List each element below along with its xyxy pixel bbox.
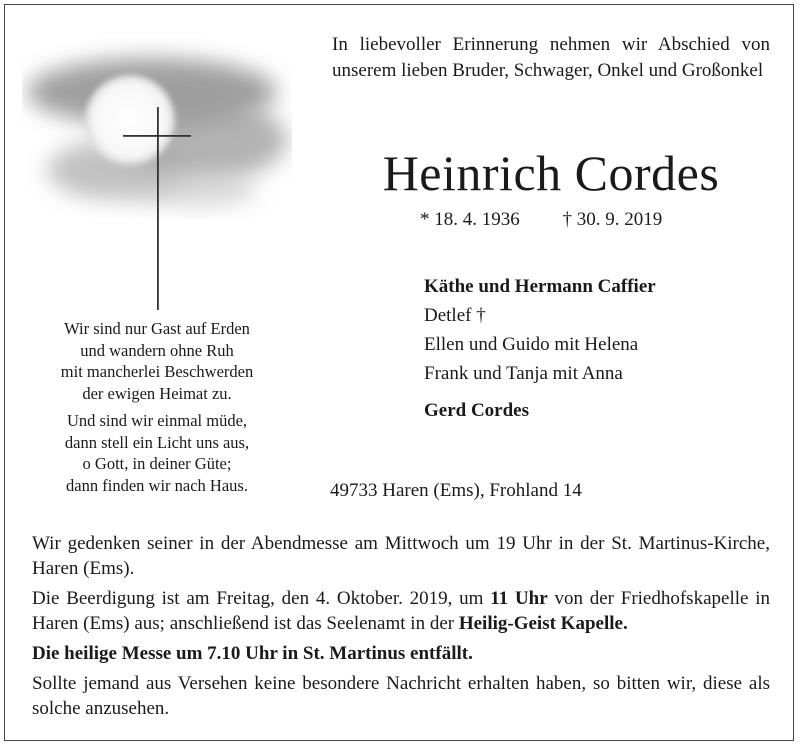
- poem-line: mit mancherlei Beschwerden: [60, 362, 254, 381]
- poem-line: und wandern ohne Ruh: [80, 340, 234, 360]
- intro-text: In liebevoller Erinnerung nehmen wir Abschied von unserem lieben Bruder, Schwager, Onkel und Großonkel: [332, 34, 770, 81]
- deceased-name: Heinrich Cordes: [382, 145, 720, 201]
- family-member: Gerd Cordes: [424, 400, 530, 421]
- address: 49733 Haren (Ems), Frohland 14: [330, 480, 582, 501]
- poem-line: Und sind wir einmal müde,: [66, 411, 248, 430]
- birth-date: * 18. 4. 1936: [420, 209, 520, 230]
- funeral-time: 11 Uhr: [490, 588, 548, 609]
- poem: [22, 318, 292, 496]
- poem-line: o Gott, in deiner Güte;: [82, 454, 232, 473]
- family-member: Ellen und Guido mit Helena: [424, 334, 639, 355]
- cross-moon-artwork: [22, 30, 292, 320]
- poem-stanza: [22, 410, 292, 496]
- poem-line: dann finden wir nach Haus.: [66, 475, 248, 495]
- poem-line: dann stell ein Licht uns aus,: [64, 432, 250, 452]
- closing-notice: Sollte jemand aus Versehen keine besondere Nachricht erhalten haben, so bitten wir, diese als solche anzusehen.: [32, 673, 770, 719]
- family-member: Käthe und Hermann Caffier: [424, 276, 656, 297]
- life-dates: [420, 207, 662, 233]
- funeral-place: Heilig-Geist Kapelle.: [458, 613, 628, 634]
- notices: [32, 531, 770, 726]
- poem-line: der ewigen Heimat zu.: [82, 383, 232, 403]
- funeral-notice: [32, 586, 770, 636]
- death-date: † 30. 9. 2019: [562, 209, 663, 230]
- mass-notice: Wir gedenken seiner in der Abendmesse am Mittwoch um 19 Uhr in der St. Martinus-Kirche, Haren (Ems).: [32, 533, 770, 579]
- family-member: Frank und Tanja mit Anna: [424, 363, 623, 384]
- funeral-text-1: Die Beerdigung ist am Freitag, den 4. Oktober. 2019, um: [32, 588, 491, 609]
- poem-stanza: [22, 318, 292, 404]
- family-member: Detlef †: [424, 305, 486, 326]
- cancelled-mass-notice: Die heilige Messe um 7.10 Uhr in St. Martinus entfällt.: [32, 643, 473, 664]
- poem-line: Wir sind nur Gast auf Erden: [64, 319, 250, 338]
- funeral-text-2: von der Friedhofskapelle in Haren (Ems) aus; anschließend ist das Seelenamt in der: [32, 588, 770, 634]
- family-list: [424, 272, 656, 425]
